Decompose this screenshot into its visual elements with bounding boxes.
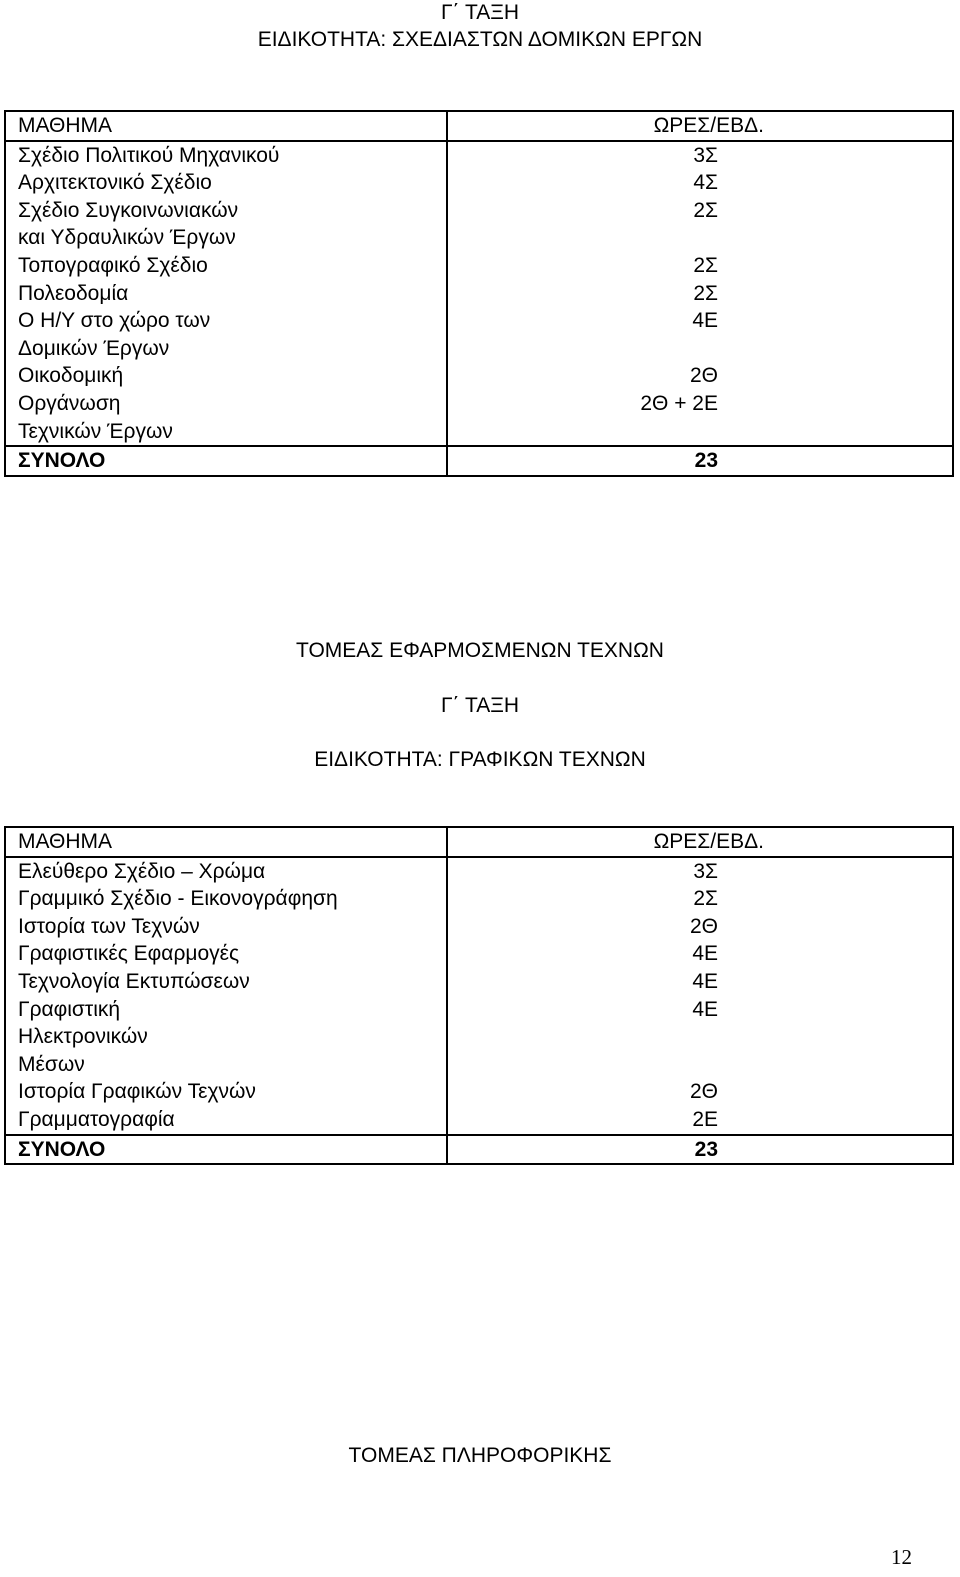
hours-cell: 2Θ + 2Ε (447, 390, 953, 418)
hours-cell: 4Ε (447, 968, 953, 996)
subject-cell: Δομικών Έργων (5, 335, 447, 363)
hours-cell: 3Σ (447, 141, 953, 170)
section3-sector: ΤΟΜΕΑΣ ΠΛΗΡΟΦΟΡΙΚΗΣ (348, 1444, 612, 1467)
section1-class-label: Γ΄ ΤΑΞΗ (440, 1, 520, 24)
hours-cell: 2Ε (447, 1106, 953, 1135)
total-value: 23 (447, 446, 953, 476)
subject-cell: Τεχνικών Έργων (5, 418, 447, 447)
table-row (5, 224, 953, 252)
subject-cell: Οικοδομική (5, 362, 447, 390)
subject-cell: Σχέδιο Πολιτικού Μηχανικού (5, 141, 447, 170)
table-row (5, 307, 953, 335)
subject-cell: Μέσων (5, 1051, 447, 1079)
hours-cell: 2Σ (447, 252, 953, 280)
section2-specialty: ΕΙΔΙΚΟΤΗΤΑ: ΓΡΑΦΙΚΩΝ ΤΕΧΝΩΝ (314, 748, 646, 771)
table-row (5, 996, 953, 1024)
table-row (5, 169, 953, 197)
table-row (5, 390, 953, 418)
hours-cell: 4Ε (447, 940, 953, 968)
subject-cell: Γραμματογραφία (5, 1106, 447, 1135)
table-row (5, 1078, 953, 1106)
header-subject: ΜΑΘΗΜΑ (5, 827, 447, 857)
subject-cell: Ελεύθερο Σχέδιο – Χρώμα (5, 857, 447, 886)
table-row (5, 197, 953, 225)
table-row (5, 940, 953, 968)
subject-cell: Ο Η/Υ στο χώρο των (5, 307, 447, 335)
subject-cell: Γραμμικό Σχέδιο - Εικονογράφηση (5, 885, 447, 913)
subject-cell: Γραφιστική (5, 996, 447, 1024)
hours-cell (447, 1023, 953, 1051)
subject-cell: Τεχνολογία Εκτυπώσεων (5, 968, 447, 996)
table-row (5, 362, 953, 390)
total-row (5, 1135, 953, 1165)
section2-table (4, 826, 954, 1165)
table-row (5, 1051, 953, 1079)
hours-cell: 2Θ (447, 1078, 953, 1106)
section1-table (4, 110, 954, 477)
hours-cell: 2Σ (447, 197, 953, 225)
section1-specialty: ΕΙΔΙΚΟΤΗΤΑ: ΣΧΕΔΙΑΣΤΩΝ ΔΟΜΙΚΩΝ ΕΡΓΩΝ (257, 28, 703, 51)
subject-cell: Τοπογραφικό Σχέδιο (5, 252, 447, 280)
total-label: ΣΥΝΟΛΟ (5, 446, 447, 476)
subject-cell: Αρχιτεκτονικό Σχέδιο (5, 169, 447, 197)
table-row (5, 968, 953, 996)
table-row (5, 1023, 953, 1051)
hours-cell: 4Σ (447, 169, 953, 197)
hours-cell (447, 335, 953, 363)
subject-cell: και Υδραυλικών Έργων (5, 224, 447, 252)
section2-sector: ΤΟΜΕΑΣ ΕΦΑΡΜΟΣΜΕΝΩΝ ΤΕΧΝΩΝ (296, 639, 664, 662)
page-number: 12 (891, 1545, 912, 1569)
subject-cell: Σχέδιο Συγκοινωνιακών (5, 197, 447, 225)
table-header-row (5, 827, 953, 857)
table-row (5, 335, 953, 363)
section2-class-label: Γ΄ ΤΑΞΗ (440, 694, 520, 717)
subject-cell: Ιστορία Γραφικών Τεχνών (5, 1078, 447, 1106)
hours-cell (447, 1051, 953, 1079)
header-hours: ΩΡΕΣ/ΕΒΔ. (447, 111, 953, 141)
table-row (5, 1106, 953, 1135)
hours-cell: 4Ε (447, 307, 953, 335)
total-label: ΣΥΝΟΛΟ (5, 1135, 447, 1165)
table-row (5, 885, 953, 913)
hours-cell: 2Θ (447, 362, 953, 390)
hours-cell: 4Ε (447, 996, 953, 1024)
subject-cell: Οργάνωση (5, 390, 447, 418)
table-row (5, 418, 953, 447)
hours-cell (447, 224, 953, 252)
subject-cell: Πολεοδομία (5, 280, 447, 308)
hours-cell: 2Σ (447, 885, 953, 913)
header-subject: ΜΑΘΗΜΑ (5, 111, 447, 141)
hours-cell: 2Σ (447, 280, 953, 308)
table-row (5, 280, 953, 308)
total-value: 23 (447, 1135, 953, 1165)
hours-cell (447, 418, 953, 447)
header-hours: ΩΡΕΣ/ΕΒΔ. (447, 827, 953, 857)
table-row (5, 913, 953, 941)
hours-cell: 3Σ (447, 857, 953, 886)
subject-cell: Ηλεκτρονικών (5, 1023, 447, 1051)
table-row (5, 141, 953, 170)
subject-cell: Ιστορία των Τεχνών (5, 913, 447, 941)
table-row (5, 857, 953, 886)
subject-cell: Γραφιστικές Εφαρμογές (5, 940, 447, 968)
table-row (5, 252, 953, 280)
total-row (5, 446, 953, 476)
hours-cell: 2Θ (447, 913, 953, 941)
table-header-row (5, 111, 953, 141)
